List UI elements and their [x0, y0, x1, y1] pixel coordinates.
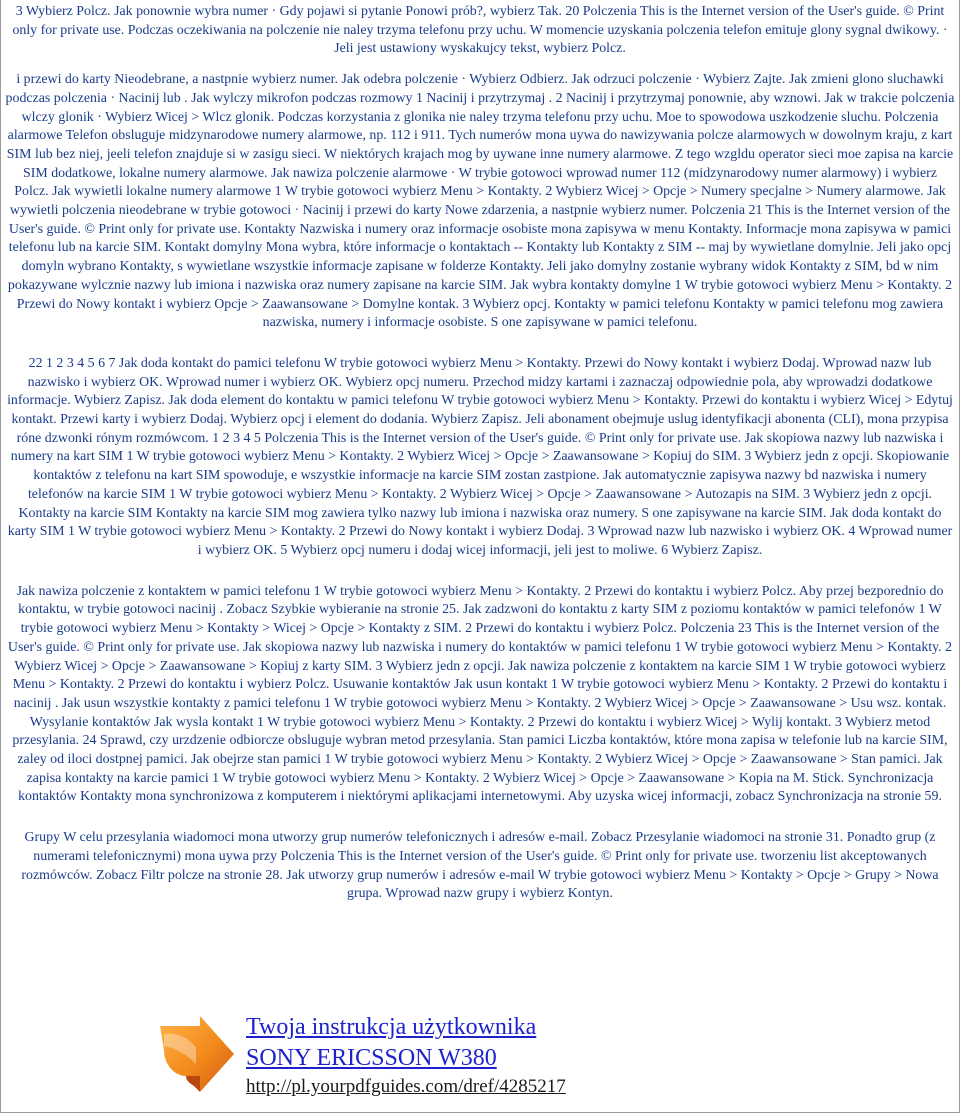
paragraph-contacts-add: 22 1 2 3 4 5 6 7 Jak doda kontakt do pamici telefonu W trybie gotowoci wybierz Menu > Kontakty. Przewi do Nowy kontakt i wybierz Dodaj. Wprowad nazw lub nazwisko i wybierz OK. Wprowad numer i wybierz OK. Wybierz opcj numeru. Przechod midzy kartami i zaznaczaj odpowiednie pola, aby wprowadzi dodatkowe informacje. Wybierz Zapisz. Jak doda element do kontaktu w pamici telefonu W trybie gotowoci wybierz Menu > Kontakty. Przewi do kontaktu i wybierz Wicej > Edytuj kontakt. Przewi karty i wybierz Dodaj. Wybierz opcj i element do dodania. Wybierz Zapisz. Jeli abonament obejmuje uslug identyfikacji abonenta (CLI), mona przypisa róne dzwonki rónym rozmówcom. 1 2 3 4 5 Polczenia This is the Internet version of the User's guide. © Print only for private use. Jak skopiowa nazwy lub nazwiska i numery na kart SIM 1 W trybie gotowoci wybierz Menu > Kontakty. 2 Wybierz Wicej > Opcje > Zaawansowane > Kopiuj do SIM. 3 Wybierz jedn z opcji. Skopiowanie kontaktów z telefonu na kart SIM spowoduje, e wszystkie informacje na karcie SIM zostan zastpione. Jak automatycznie zapisywa nazwy bd nazwiska i numery telefonów na karcie SIM 1 W trybie gotowoci wybierz Menu > Kontakty. 2 Wybierz Wicej > Opcje > Zaawansowane > Autozapis na SIM. 3 Wybierz jedn z opcji. Kontakty na karcie SIM Kontakty na karcie SIM mog zawiera tylko nazwy lub imiona i nazwiska oraz numery. S one zapisywane na karcie SIM. Jak doda kontakt do karty SIM 1 W trybie gotowoci wybierz Menu > Kontakty. 2 Przewi do Nowy kontakt i wybierz Dodaj. 3 Wprowad nazw lub nazwisko i wybierz OK. 4 Wprowad numer i wybierz OK. 5 Wybierz opcj numeru i dodaj wicej informacji, jeli jest to moliwe. 6 Wybierz Zapisz. [7, 355, 953, 558]
device-model-link[interactable]: SONY ERICSSON W380 [246, 1045, 497, 1071]
paragraph-groups: Grupy W celu przesylania wiadomoci mona utworzy grup numerów telefonicznych i adresów e-mail. Zobacz Przesylanie wiadomoci na stronie 31. Ponadto grup (z numerami telefonicznymi) mona uywa przy Polczenia This is the Internet version of the User's guide. © Print only for private use. tworzeniu list akceptowanych rozmówców. Zobacz Filtr polcze na stronie 28. Jak utworzy grup numerów i adresów e-mail W trybie gotowoci wybierz Menu > Kontakty > Opcje > Grupy > Nowa grupa. Wprowad nazw grupy i wybierz Kontyn. [21, 830, 939, 902]
paragraph-calls-emergency-contacts: i przewi do karty Nieodebrane, a nastpnie wybierz numer. Jak odebra polczenie · Wybierz Odbierz. Jak odrzuci polczenie · Wybierz Zajte. Jak zmieni glono sluchawki podczas polczenia · Nacinij lub . Jak wylczy mikrofon podczas rozmowy 1 Nacinij i przytrzymaj . 2 Nacinij i przytrzymaj ponownie, aby wznowi. Jak w trakcie polczenia wlczy glonik · Wybierz Wicej > Wlcz glonik. Podczas korzystania z glonika nie naley trzyma telefonu przy uchu. Moe to spowodowa uszkodzenie sluchu. Polczenia alarmowe Telefon obsluguje midzynarodowe numery alarmowe, np. 112 i 911. Tych numerów mona uywa do nawizywania polcze alarmowych w dowolnym kraju, z kart SIM lub bez niej, jeeli telefon znajduje si w zasigu sieci. W niektórych krajach mog by uywane inne numery alarmowe. Z tego wzgldu operator sieci moe zapisa na karcie SIM dodatkowe, lokalne numery alarmowe. Jak nawiza polczenie alarmowe · W trybie gotowoci wprowad numer 112 (midzynarodowy numer alarmowy) i wybierz Polcz. Jak wywietli lokalne numery alarmowe 1 W trybie gotowoci wybierz Menu > Kontakty. 2 Wybierz Wicej > Opcje > Numery specjalne > Numery alarmowe. Jak wywietli polczenia nieodebrane w trybie gotowoci · Nacinij i przewi do karty Nowe zdarzenia, a nastpnie wybierz numer. Polczenia 21 This is the Internet version of the User's guide. © Print only for private use. Kontakty Nazwiska i numery oraz informacje osobiste mona zapisywa w menu Kontakty. Informacje mona zapisywa w pamici telefonu lub na karcie SIM. Kontakt domylny Mona wybra, które informacje o kontaktach -- Kontakty lub Kontakty z SIM -- maj by wywietlane domylnie. Jeli jako opcj domyln wybrano Kontakty, s wywietlane wszystkie informacje zapisane w folderze Kontakty. Jeli jako domylny zostanie wybrany widok Kontakty z SIM, bd w nim pokazywane wylcznie nazwy lub imiona i nazwiska oraz numery zapisane na karcie SIM. Jak wybra kontakty domylne 1 W trybie gotowoci wybierz Menu > Kontakty. 2 Przewi do Nowy kontakt i wybierz Opcje > Zaawansowane > Domylne kontak. 3 Wybierz opcj. Kontakty w pamici telefonu Kontakty w pamici telefonu mog zawiera nazwiska, numery i informacje osobiste. S one zapisywane w pamici telefonu. [5, 72, 955, 331]
guide-url-link[interactable]: http://pl.yourpdfguides.com/dref/4285217 [246, 1076, 566, 1097]
footer-link-area [156, 1012, 776, 1108]
paragraph-contacts-call-delete: Jak nawiza polczenie z kontaktem w pamici telefonu 1 W trybie gotowoci wybierz Menu > Kontakty. 2 Przewi do kontaktu i wybierz Polcz. Aby przej bezporednio do kontaktu, w trybie gotowoci nacinij . Zobacz Szybkie wybieranie na stronie 25. Jak zadzwoni do kontaktu z karty SIM z poziomu kontaktów w pamici telefonów 1 W trybie gotowoci wybierz Menu > Kontakty > Wicej > Opcje > Kontakty z SIM. 2 Przewi do kontaktu i wybierz Polcz. Polczenia 23 This is the Internet version of the User's guide. © Print only for private use. Jak skopiowa nazwy lub nazwiska i numery do kontaktów w pamici telefonu 1 W trybie gotowoci wybierz Menu > Kontakty. 2 Wybierz Wicej > Opcje > Zaawansowane > Kopiuj z karty SIM. 3 Wybierz jedn z opcji. Jak nawiza polczenie z kontaktem na karcie SIM 1 W trybie gotowoci wybierz Menu > Kontakty. 2 Przewi do kontaktu i wybierz Polcz. Usuwanie kontaktów Jak usun kontakt 1 W trybie gotowoci wybierz Menu > Kontakty. 2 Przewi do kontaktu i nacinij . Jak usun wszystkie kontakty z pamici telefonu 1 W trybie gotowoci wybierz Menu > Kontakty. 2 Wybierz Wicej > Opcje > Zaawansowane > Usu wsz. kontak. Wysylanie kontaktów Jak wysla kontakt 1 W trybie gotowoci wybierz Menu > Kontakty. 2 Przewi do kontaktu i wybierz Wicej > Wylij kontakt. 3 Wybierz metod przesylania. 24 Sprawd, czy urzdzenie odbiorcze obsluguje wybran metod przesylania. Stan pamici Liczba kontaktów, które mona zapisa w telefonie lub na karcie SIM, zaley od iloci dostpnej pamici. Jak obejrze stan pamici 1 W trybie gotowoci wybierz Menu > Kontakty. 2 Wybierz Wicej > Opcje > Zaawansowane > Stan pamici. Jak zapisa kontakty na karcie pamici 1 W trybie gotowoci wybierz Menu > Kontakty. 2 Wybierz Wicej > Opcje > Zaawansowane > Kopia na M. Stick. Synchronizacja kontaktów Kontakty mona synchronizowa z komputerem i niektórymi aplikacjami internetowymi. Aby uzyska wicej informacji, zobacz Synchronizacja na stronie 59. [7, 583, 953, 805]
guide-title-link[interactable]: Twoja instrukcja użytkownika [246, 1014, 537, 1040]
guide-link-block [246, 1012, 566, 1100]
arrow-logo-icon [156, 1014, 238, 1096]
paragraph-calls-redial: 3 Wybierz Polcz. Jak ponownie wybra numer · Gdy pojawi si pytanie Ponowi prób?, wybierz Tak. 20 Polczenia This is the Internet version of the User's guide. © Print only for private use. Podczas oczekiwania na polczenie nie naley trzyma telefonu przy uchu. W momencie uzyskania polczenia telefon emituje glony sygnal dwikowy. · Jeli jest ustawiony wyskakujcy tekst, wybierz Polcz. [12, 4, 948, 57]
